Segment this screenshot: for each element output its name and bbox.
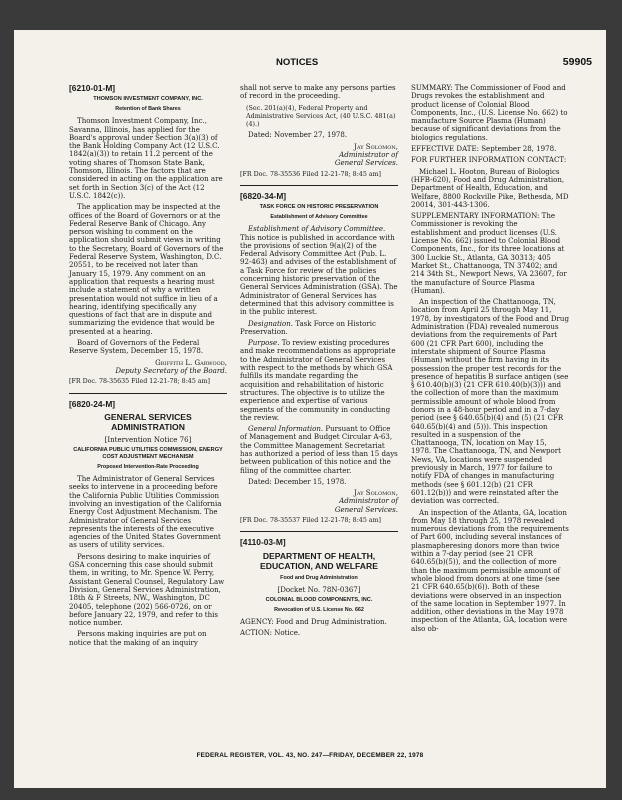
- paragraph: [240, 320, 398, 337]
- doc-number: [6820-34-M]: [240, 190, 287, 201]
- document-page: [14, 30, 606, 788]
- supplementary-info: SUPPLEMENTARY INFORMATION: The Commissioner is revoking the establishment and product licenses (U.S. License No. 662) issued to Colonial Blood Components, Inc., for its three locations at 300 Luckie St., Atlanta, GA 30313; 405 Market St., Chattanooga, TN 37402; and 214 34th St., Newport News, VA 23607, for the manufacture of Source Plasma (Human).: [411, 211, 567, 295]
- paragraph-text: Task Force on Historic Preservation.: [240, 318, 376, 336]
- running-header-title: NOTICES: [276, 57, 319, 68]
- paragraph: shall not serve to make any persons parties of record in the proceeding.: [240, 83, 396, 101]
- docket-number: [Docket No. 78N-0367]: [277, 584, 361, 594]
- paragraph: Persons desiring to make inquiries of GSA concerning this case should submit them, in writing, to Mr. Spence W. Perry, Assistant General Counsel, Regulatory Law Division, General Services Administration, 18th & F Streets, NW., Washington, DC 20405, telephone (202) 566-0726, on or before January 22, 1979, and refer to this notice number.: [69, 551, 225, 628]
- signer-name: Jay Solomon,: [354, 141, 398, 151]
- summary: SUMMARY: The Commissioner of Food and Drugs revokes the establishment and product license of Colonial Blood Components, Inc., (U.S. License No. 662) to manufacture Source Plasma (Human) because of significant deviations from the biologics regulations.: [411, 83, 568, 142]
- dated-line: Dated: December 15, 1978.: [248, 476, 347, 486]
- paragraph: An inspection of the Chattanooga, TN, location from April 25 through May 11, 1978, by investigators of the Food and Drug Administration (FDA) revealed numerous deviations from the requirements of Part 600 (21 CFR Part 600), including the interstate shipment of Source Plasma (Human) without the firm having in its possession the proper test records for the presence of hepatitis B surface antigen (see § 610.40(b)(3) (21 CFR 610.40(b)(3))) and the collection of more than the maximum permissible amount of whole blood from donors in a 48-hour period and in a 7-day period (see § 640.65(b)(4) and (5) (21 CFR 640.65(b)(4) and (5))). This inspection resulted in a suspension of the Chattanooga, TN, location on May 15, 1978. The Chattanooga, TN, and Newport News, VA, locations were suspended previously in March, 1977 for failure to notify FDA of changes in manufacturing methods (see § 601.12(b) (21 CFR 601.12(b))) and were reinstated after the deviation was corrected.: [411, 297, 569, 506]
- signature-block: [69, 359, 227, 376]
- notice-heading: COLONIAL BLOOD COMPONENTS, INC.: [265, 596, 373, 603]
- notice-subheading: Retention of Bank Shares: [115, 106, 181, 113]
- notice-subheading: Food and Drug Administration: [280, 574, 358, 581]
- doc-number: [4110-03-M]: [240, 537, 286, 548]
- paragraph: Thomson Investment Company, Inc., Savanna, Illinois, has applied for the Board's approval under Section 3(a)(3) of the Bank Holding Company Act (12 U.S.C. 1842(a)(3)) to retain 11.2 percent of the voting shares of Thomson State Bank, Thomson, Illinois. The factors that are considered in acting on the application are set forth in Section 3(c) of the Act (12 U.S.C. 1842(c)).: [69, 116, 223, 200]
- fr-doc-line: [FR Doc. 78-35537 Filed 12-21-78; 8:45 am]: [240, 517, 382, 525]
- signer-name: Griffith L. Garwood,: [155, 357, 227, 367]
- paragraph-lead: General Information.: [248, 424, 324, 434]
- paragraph: Board of Governors of the Federal Reserve System, December 15, 1978.: [69, 338, 204, 356]
- signer-name: Jay Solomon,: [354, 488, 398, 498]
- paragraph: The application may be inspected at the offices of the Board of Governors or at the Federal Reserve Bank of Chicago. Any person wishing to comment on the application should submit views in writing to the Secretary, Board of Governors of the Federal Reserve System, Washington, D.C. 20551, to be received not later than January 15, 1979. Any comment on an application that requests a hearing must include a statement of why a written presentation would not suffice in lieu of a hearing, identifying specifically any questions of fact that are in dispute and summarizing the evidence that would be presented at a hearing.: [69, 202, 224, 336]
- notice-subheading: Revocation of U.S. License No. 662: [274, 606, 364, 613]
- section-divider: [240, 531, 398, 532]
- section-divider: [240, 185, 398, 186]
- signature-block: [240, 143, 398, 168]
- agency-heading: GENERAL SERVICES ADMINISTRATION: [104, 411, 192, 432]
- effective-date: EFFECTIVE DATE: September 28, 1978.: [411, 144, 557, 154]
- paragraph: The Administrator of General Services seeks to intervene in a proceeding before the California Public Utilities Commission involving an investigation of the California Energy Cost Adjustment Mechanism. The Administrator of General Services represents the interests of the executive agencies of the United States Government as users of utility services.: [69, 474, 222, 550]
- paragraph: [240, 339, 398, 422]
- page-number: 59905: [562, 56, 592, 68]
- agency-heading: DEPARTMENT OF HEALTH, EDUCATION, AND WELFARE: [260, 550, 378, 571]
- signer-title: Administrator of: [339, 150, 398, 160]
- paragraph: [240, 225, 398, 316]
- column-3: [411, 84, 569, 636]
- paragraph: An inspection of the Atlanta, GA, location from May 18 through 25, 1978 revealed numerous deviations from the requirements of Part 600, including several instances of plasmapheresing donors more than twice within a 7-day period (see 21 CFR 640.65(b)(5)), and the collection of more than the maximum permissible amount of whole blood from donors at one time (see 21 CFR 640.65(b)(6)). Both of these deviations were observed in an inspection of the same location in September 1977. In addition, other deviations in the May 1978 inspection of the Atlanta, GA, location were also ob-: [411, 507, 569, 633]
- paragraph: Persons making inquiries are put on notice that the making of an inquiry: [69, 629, 207, 647]
- paragraph-text: Pursuant to Office of Management and Budget Circular A-63, the Committee Management Secretariat has authorized a period of less than 15 days between publication of this notice and the filing of the committee charter.: [240, 424, 398, 475]
- signer-title: Administrator of: [339, 496, 398, 506]
- paragraph: [240, 425, 398, 475]
- fr-doc-line: [FR Doc. 78-35635 Filed 12-21-78; 8:45 am]: [69, 378, 211, 386]
- column-2: [240, 84, 398, 641]
- section-divider: [69, 393, 227, 394]
- notice-heading: THOMSON INVESTMENT COMPANY, INC.: [93, 96, 203, 103]
- doc-number: [6820-24-M]: [69, 398, 116, 409]
- dated-line: Dated: November 27, 1978.: [248, 130, 348, 140]
- column-1: [69, 84, 227, 650]
- page-footer: FEDERAL REGISTER, VOL. 43, NO. 247—FRIDAY, DECEMBER 22, 1978: [196, 752, 424, 759]
- action-line: ACTION: Notice.: [240, 628, 301, 638]
- contact-info: Michael L. Hooton, Bureau of Biologics (HFB-620), Food and Drug Administration, Department of Health, Education, and Welfare, 8800 Rockville Pike, Bethesda, MD 20014, 301-443-1306.: [411, 166, 569, 209]
- fr-doc-line: [FR Doc. 78-35536 Filed 12-21-78; 8:45 am]: [240, 170, 382, 178]
- agency-line: AGENCY: Food and Drug Administration.: [240, 616, 387, 626]
- signer-title: General Services.: [334, 158, 398, 168]
- paragraph-lead: Establishment of Advisory Committee.: [248, 224, 386, 234]
- paragraph-text: This notice is published in accordance with the provisions of section 9(a)(2) of the Federal Advisory Committee Act (Pub. L. 92-463) and advises of the establishment of a Task Force for review of the policies concerning historic preservation of the General Services Administration (GSA). The Administrator of General Services has determined that this advisory committee is in the public interest.: [240, 232, 398, 317]
- signature-block: [240, 489, 398, 514]
- intervention-notice: [Intervention Notice 76]: [104, 434, 192, 444]
- paragraph-text: To review existing procedures and make recommendations as appropriate to the Administrator of General Services with respect to the methods by which GSA fulfills its mandate regarding the acquisition and rehabilitation of historic structures. The objective is to utilize the experience and expertise of various segments of the community in conducting the review.: [240, 338, 396, 422]
- signer-title: General Services.: [334, 504, 398, 514]
- notice-heading: CALIFORNIA PUBLIC UTILITIES COMMISSION, ENERGY COST ADJUSTMENT MECHANISM: [73, 447, 223, 461]
- notice-subheading: Proposed Intervention-Rate Proceeding: [97, 464, 199, 471]
- paragraph-lead: Purpose.: [248, 338, 280, 348]
- authority-citation: (Sec. 201(a)(4), Federal Property and Administrative Services Act, (40 U.S.C. 481(a)(4).): [246, 103, 396, 129]
- doc-number: [6210-01-M]: [69, 83, 116, 93]
- paragraph-lead: Designation.: [248, 318, 294, 328]
- notice-heading: TASK FORCE ON HISTORIC PRESERVATION: [259, 204, 379, 211]
- signer-title: Deputy Secretary of the Board.: [115, 365, 227, 375]
- contact-heading: FOR FURTHER INFORMATION CONTACT:: [411, 155, 567, 165]
- notice-subheading: Establishment of Advisory Committee: [270, 214, 368, 221]
